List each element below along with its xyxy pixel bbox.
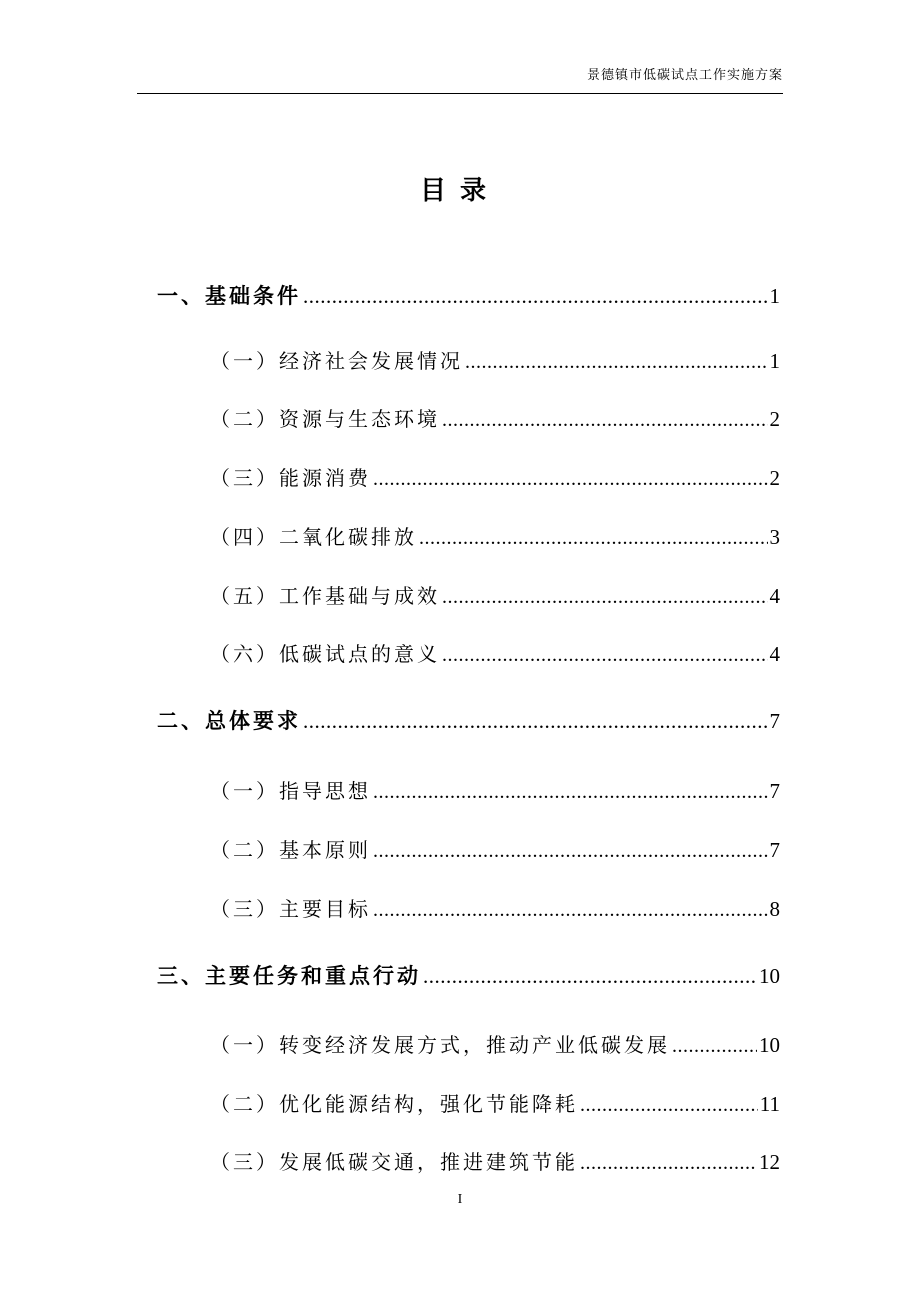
toc-entry-text: （一）经济社会发展情况	[210, 349, 463, 373]
toc-entry[interactable]	[210, 834, 780, 864]
page-title: 目录	[419, 176, 500, 206]
toc-entry-text: 三、主要任务和重点行动	[157, 964, 421, 988]
toc-entry-text: （五）工作基础与成效	[210, 584, 440, 608]
running-header: 景德镇市低碳试点工作实施方案	[586, 68, 783, 83]
toc-leader-dots	[373, 840, 768, 863]
toc-entry-text: （三）能源消费	[210, 466, 371, 490]
toc-leader-dots	[373, 781, 768, 804]
toc-entry[interactable]	[210, 403, 780, 433]
toc-entry-text: （二）基本原则	[210, 838, 371, 862]
toc-leader-dots	[442, 586, 768, 609]
toc-entry[interactable]	[210, 462, 780, 492]
header-divider	[137, 93, 783, 94]
toc-entry[interactable]	[157, 960, 780, 990]
toc-entry-page: 1	[769, 284, 780, 308]
toc-leader-dots	[373, 468, 768, 491]
toc-entry[interactable]	[210, 638, 780, 668]
toc-entry-text: 一、基础条件	[157, 284, 301, 308]
toc-entry-text: （二）资源与生态环境	[210, 407, 440, 431]
toc-entry-text: （六）低碳试点的意义	[210, 642, 440, 666]
toc-leader-dots	[442, 409, 768, 432]
toc-entry-page: 10	[759, 964, 780, 988]
toc-entry[interactable]	[210, 1088, 780, 1118]
toc-leader-dots	[465, 351, 768, 374]
toc-entry[interactable]	[210, 775, 780, 805]
toc-entry-page: 12	[759, 1150, 780, 1174]
toc-entry-page: 2	[769, 407, 780, 431]
toc-leader-dots	[303, 709, 768, 734]
toc-entry-text: （一）指导思想	[210, 779, 371, 803]
toc-entry-page: 1	[769, 349, 780, 373]
toc-entry-text: （四）二氧化碳排放	[210, 525, 417, 549]
toc-entry-page: 10	[759, 1033, 780, 1057]
toc-leader-dots	[672, 1035, 757, 1058]
toc-entry-page: 3	[769, 525, 780, 549]
page-number: I	[457, 1192, 463, 1207]
toc-entry[interactable]	[210, 1146, 780, 1176]
toc-leader-dots	[303, 284, 768, 309]
toc-entry[interactable]	[210, 893, 780, 923]
toc-entry[interactable]	[210, 580, 780, 610]
toc-leader-dots	[442, 644, 768, 667]
toc-entry-text: （三）主要目标	[210, 897, 371, 921]
toc-entry[interactable]	[210, 345, 780, 375]
toc-entry-text: （二）优化能源结构，强化节能降耗	[210, 1092, 578, 1116]
toc-entry-page: 7	[769, 709, 780, 733]
toc-entry-page: 2	[769, 466, 780, 490]
toc-entry-page: 11	[759, 1092, 780, 1116]
toc-entry-page: 7	[769, 779, 780, 803]
toc-leader-dots	[423, 964, 757, 989]
toc-leader-dots	[580, 1094, 758, 1117]
toc-entry-text: （三）发展低碳交通，推进建筑节能	[210, 1150, 578, 1174]
toc-entry-text: 二、总体要求	[157, 709, 301, 733]
toc-entry[interactable]	[157, 280, 780, 310]
toc-entry-page: 8	[769, 897, 780, 921]
toc-entry-page: 4	[769, 584, 780, 608]
toc-leader-dots	[373, 899, 768, 922]
toc-entry-page: 7	[769, 838, 780, 862]
toc-entry-page: 4	[769, 642, 780, 666]
toc-entry-text: （一）转变经济发展方式，推动产业低碳发展	[210, 1033, 670, 1057]
toc-entry[interactable]	[210, 521, 780, 551]
toc-leader-dots	[580, 1152, 757, 1175]
toc-entry[interactable]	[210, 1029, 780, 1059]
toc-leader-dots	[419, 527, 768, 550]
toc-entry[interactable]	[157, 705, 780, 735]
